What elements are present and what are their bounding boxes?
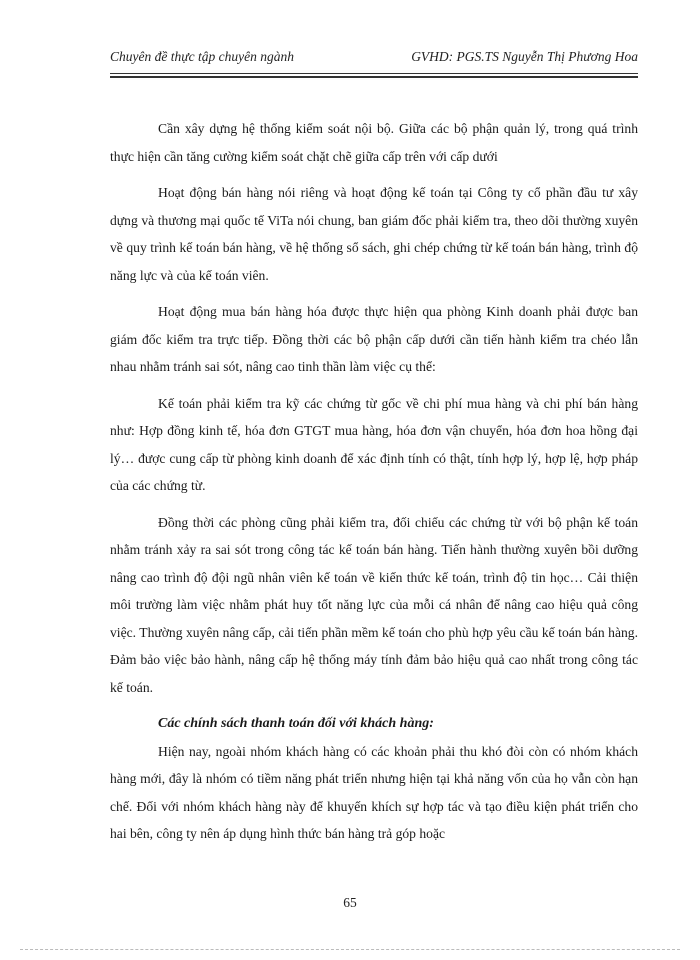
page-bottom-divider [20,949,680,950]
section-heading-payment-policy: Các chính sách thanh toán đối với khách hàng: [158,716,434,731]
paragraph-document-check: Kế toán phải kiểm tra kỹ các chứng từ gốc về chi phí mua hàng và chi phí bán hàng như: Hợp đồng kinh tế, hóa đơn GTGT mua hàng, hóa đơn vận chuyển, hóa đơn hoa hồng đại lý… được cung cấp từ phòng kinh doanh để xác định tính có thật, tính hợp lý, hợp lệ, hợp pháp của các chứng từ. [110,395,638,493]
header-rule-thin [110,73,638,74]
paragraph-cross-check: Đồng thời các phòng cũng phải kiểm tra, đối chiếu các chứng từ với bộ phận kế toán nhằm tránh xảy ra sai sót trong công tác kế toán bán hàng. Tiến hành thường xuyên bồi dưỡng nâng cao trình độ đội ngũ nhân viên kế toán về kiến thức kế toán, trình độ tin học… Cải thiện môi trường làm việc nhằm phát huy tốt năng lực của mỗi cá nhân để nâng cao hiệu quả công việc. Thường xuyên nâng cấp, cải tiến phần mềm kế toán cho phù hợp yêu cầu kế toán bán hàng. Đảm bảo việc bảo hành, nâng cấp hệ thống máy tính đảm bảo hiệu quả cao nhất trong công tác kế toán. [110,514,638,695]
page-number: 65 [343,895,357,910]
header-rule-thick [110,76,638,78]
body-text [110,115,638,848]
header-supervisor: GVHD: PGS.TS Nguyễn Thị Phương Hoa [411,49,638,64]
paragraph-sales-accounting: Hoạt động bán hàng nói riêng và hoạt động kế toán tại Công ty cổ phần đầu tư xây dựng và thương mại quốc tế ViTa nói chung, ban giám đốc phải kiểm tra, theo dõi thường xuyên về quy trình kế toán bán hàng, về hệ thống sổ sách, ghi chép chứng từ kế toán bán hàng, trình độ năng lực và của kế toán viên. [110,185,638,283]
header-course-title: Chuyên đề thực tập chuyên ngành [110,49,294,64]
paragraph-internal-control: Cần xây dựng hệ thống kiểm soát nội bộ. Giữa các bộ phận quản lý, trong quá trình thực hiện cần tăng cường kiểm soát chặt chẽ giữa cấp trên với cấp dưới [110,121,638,164]
paragraph-payment-policy: Hiện nay, ngoài nhóm khách hàng có các khoản phải thu khó đòi còn có nhóm khách hàng mới, đây là nhóm có tiềm năng phát triển nhưng hiện tại khả năng vốn của họ vẫn còn hạn chế. Đối với nhóm khách hàng này để khuyến khích sự hợp tác và tạo điều kiện phát triển cho hai bên, công ty nên áp dụng hình thức bán hàng trả góp hoặc [110,743,638,841]
page-header [110,49,638,71]
paragraph-purchase-sales: Hoạt động mua bán hàng hóa được thực hiện qua phòng Kinh doanh phải được ban giám đốc kiểm tra trực tiếp. Đồng thời các bộ phận cấp dưới cần tiến hành kiểm tra chéo lẫn nhau nhằm tránh sai sót, nâng cao tinh thần làm việc cụ thể: [110,304,638,374]
